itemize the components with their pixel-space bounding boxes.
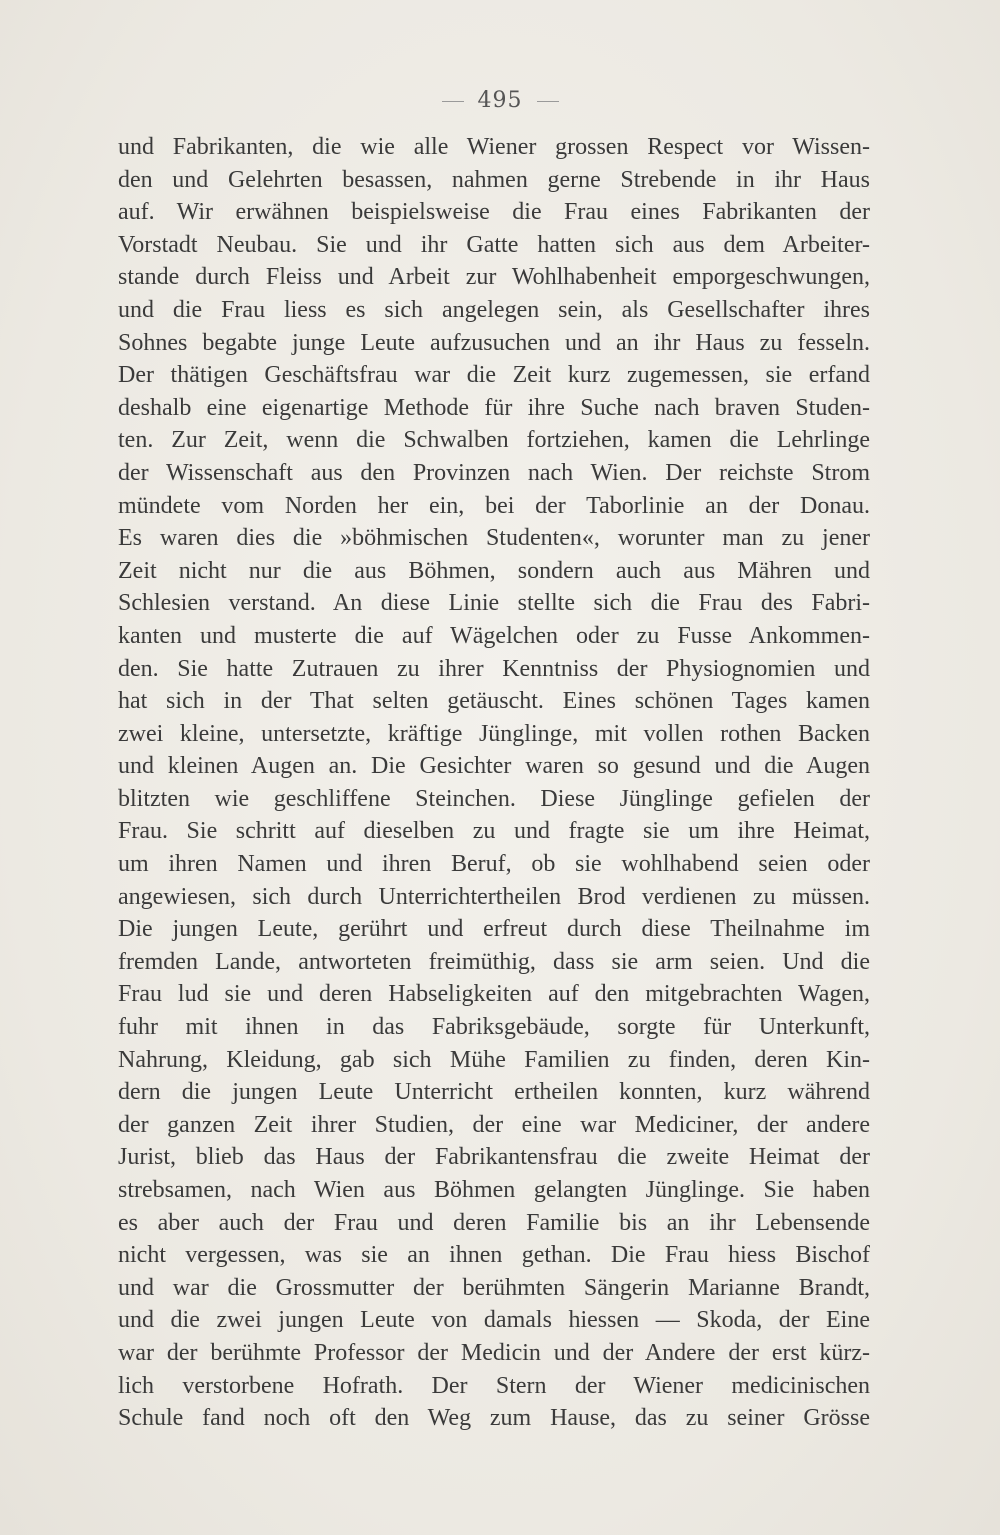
text-line: Schlesien verstand. An diese Linie stellte sich die Frau des Fabri- — [118, 590, 870, 617]
text-line: lich verstorbene Hofrath. Der Stern der Wiener medicinischen — [118, 1372, 870, 1399]
text-line: ten. Zur Zeit, wenn die Schwalben fortziehen, kamen die Lehrlinge — [118, 427, 870, 454]
text-line: Schule fand noch oft den Weg zum Hause, das zu seiner Grösse — [118, 1405, 870, 1432]
text-line: kanten und musterte die auf Wägelchen oder zu Fusse Ankommen- — [118, 622, 870, 649]
text-line: stande durch Fleiss und Arbeit zur Wohlhabenheit emporgeschwungen, — [118, 264, 870, 291]
text-line: Vorstadt Neubau. Sie und ihr Gatte hatten sich aus dem Arbeiter- — [118, 231, 870, 258]
text-line: den und Gelehrten besassen, nahmen gerne Strebende in ihr Haus — [118, 166, 870, 193]
text-line: Der thätigen Geschäftsfrau war die Zeit kurz zugemessen, sie erfand — [118, 362, 870, 389]
text-line: Sohnes begabte junge Leute aufzusuchen und an ihr Haus zu fesseln. — [118, 329, 870, 356]
text-line: Frau. Sie schritt auf dieselben zu und fragte sie um ihre Heimat, — [118, 818, 870, 845]
text-line: Die jungen Leute, gerührt und erfreut durch diese Theilnahme im — [118, 916, 870, 943]
text-line: war der berühmte Professor der Medicin und der Andere der erst kürz- — [118, 1339, 870, 1366]
page-number: 495 — [477, 88, 523, 113]
text-line: strebsamen, nach Wien aus Böhmen gelangten Jünglinge. Sie haben — [118, 1177, 870, 1203]
text-line: es aber auch der Frau und deren Familie bis an ihr Lebensende — [118, 1209, 870, 1236]
text-line: und die zwei jungen Leute von damals hiessen — Skoda, der Eine — [118, 1307, 870, 1334]
text-line: und Fabrikanten, die wie alle Wiener grossen Respect vor Wissen- — [118, 134, 870, 160]
text-line: hat sich in der That selten getäuscht. Eines schönen Tages kamen — [118, 688, 870, 715]
text-line: Nahrung, Kleidung, gab sich Mühe Familien zu finden, deren Kin- — [118, 1046, 870, 1073]
text-line: um ihren Namen und ihren Beruf, ob sie wohlhabend seien oder — [118, 851, 870, 878]
body-text — [118, 131, 870, 1435]
text-line: angewiesen, sich durch Unterrichtertheilen Brod verdienen zu müssen. — [118, 883, 870, 910]
right-dash-ornament — [537, 101, 559, 102]
text-line: mündete vom Norden her ein, bei der Taborlinie an der Donau. — [118, 492, 870, 519]
text-line: Frau lud sie und deren Habseligkeiten auf den mitgebrachten Wagen, — [118, 981, 870, 1008]
left-dash-ornament — [442, 101, 464, 102]
text-line: zwei kleine, untersetzte, kräftige Jünglinge, mit vollen rothen Backen — [118, 720, 870, 747]
text-line: und die Frau liess es sich angelegen sein, als Gesellschafter ihres — [118, 296, 870, 323]
text-line: und war die Grossmutter der berühmten Sängerin Marianne Brandt, — [118, 1274, 870, 1301]
text-line: blitzten wie geschliffene Steinchen. Diese Jünglinge gefielen der — [118, 785, 870, 812]
text-line: nicht vergessen, was sie an ihnen gethan. Die Frau hiess Bischof — [118, 1242, 870, 1269]
text-line: und kleinen Augen an. Die Gesichter waren so gesund und die Augen — [118, 753, 870, 780]
text-line: fremden Lande, antworteten freimüthig, dass sie arm seien. Und die — [118, 948, 870, 975]
text-line: dern die jungen Leute Unterricht ertheilen konnten, kurz während — [118, 1079, 870, 1106]
text-line: Zeit nicht nur die aus Böhmen, sondern auch aus Mähren und — [118, 557, 870, 584]
text-line: der Wissenschaft aus den Provinzen nach Wien. Der reichste Strom — [118, 459, 870, 486]
text-line: Es waren dies die »böhmischen Studenten«, worunter man zu jener — [118, 525, 870, 552]
text-line: den. Sie hatte Zutrauen zu ihrer Kenntniss der Physiognomien und — [118, 655, 870, 682]
text-line: deshalb eine eigenartige Methode für ihre Suche nach braven Studen- — [118, 394, 870, 421]
text-line: auf. Wir erwähnen beispielsweise die Frau eines Fabrikanten der — [118, 199, 870, 226]
text-line: fuhr mit ihnen in das Fabriksgebäude, sorgte für Unterkunft, — [118, 1014, 870, 1041]
page-number-header — [0, 88, 1000, 113]
text-line: Jurist, blieb das Haus der Fabrikantensfrau die zweite Heimat der — [118, 1144, 870, 1171]
text-line: der ganzen Zeit ihrer Studien, der eine war Mediciner, der andere — [118, 1111, 870, 1138]
